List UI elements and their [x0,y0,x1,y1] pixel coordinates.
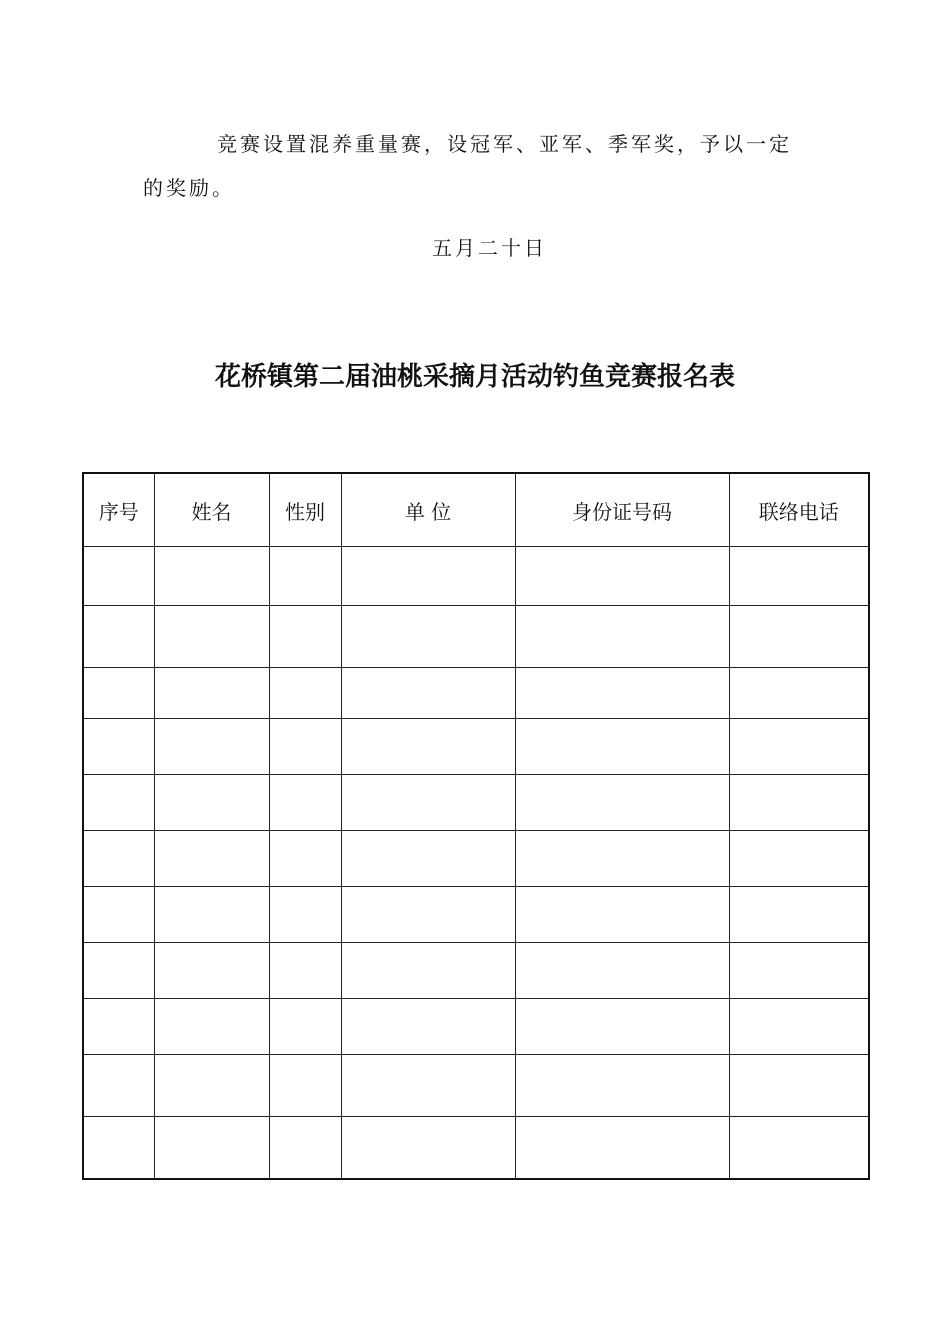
table-row [83,1055,869,1117]
gender-cell[interactable] [269,999,341,1055]
unit-cell[interactable] [341,547,515,606]
name-cell[interactable] [154,943,269,999]
id-number-cell[interactable] [515,547,729,606]
serial-number-cell[interactable] [83,547,154,606]
table-row [83,775,869,831]
unit-cell[interactable] [341,719,515,775]
unit-cell[interactable] [341,1055,515,1117]
id-number-cell[interactable] [515,887,729,943]
name-cell[interactable] [154,668,269,719]
unit-cell[interactable] [341,831,515,887]
unit-cell[interactable] [341,775,515,831]
name-cell[interactable] [154,719,269,775]
gender-cell[interactable] [269,606,341,668]
serial-number-cell[interactable] [83,831,154,887]
name-cell[interactable] [154,547,269,606]
phone-cell[interactable] [729,606,869,668]
phone-cell[interactable] [729,775,869,831]
id-number-cell[interactable] [515,1117,729,1180]
name-cell[interactable] [154,831,269,887]
unit-cell[interactable] [341,668,515,719]
unit-cell[interactable] [341,943,515,999]
serial-number-cell[interactable] [83,887,154,943]
table-row [83,887,869,943]
id-number-cell[interactable] [515,831,729,887]
registration-table [82,472,870,1180]
id-number-cell[interactable] [515,1055,729,1117]
table-row [83,831,869,887]
unit-cell[interactable] [341,887,515,943]
serial-number-cell[interactable] [83,719,154,775]
phone-cell[interactable] [729,719,869,775]
serial-number-cell[interactable] [83,668,154,719]
notice-date: 五月二十日 [432,236,547,260]
phone-cell[interactable] [729,887,869,943]
phone-cell[interactable] [729,831,869,887]
id-number-cell[interactable] [515,999,729,1055]
unit-cell[interactable] [341,606,515,668]
gender-cell[interactable] [269,943,341,999]
header-serial-number: 序号 [83,473,154,547]
gender-cell[interactable] [269,668,341,719]
id-number-cell[interactable] [515,668,729,719]
name-cell[interactable] [154,775,269,831]
table-row [83,668,869,719]
table-row [83,999,869,1055]
serial-number-cell[interactable] [83,775,154,831]
form-title: 花桥镇第二届油桃采摘月活动钓鱼竞赛报名表 [214,362,735,392]
table-row [83,547,869,606]
serial-number-cell[interactable] [83,1055,154,1117]
table-row [83,1117,869,1180]
serial-number-cell[interactable] [83,999,154,1055]
header-name: 姓名 [154,473,269,547]
table-header-row [83,473,869,547]
name-cell[interactable] [154,606,269,668]
gender-cell[interactable] [269,1117,341,1180]
name-cell[interactable] [154,1055,269,1117]
gender-cell[interactable] [269,1055,341,1117]
serial-number-cell[interactable] [83,606,154,668]
header-unit: 单 位 [341,473,515,547]
header-gender: 性别 [269,473,341,547]
gender-cell[interactable] [269,719,341,775]
gender-cell[interactable] [269,831,341,887]
phone-cell[interactable] [729,1055,869,1117]
header-phone: 联络电话 [729,473,869,547]
name-cell[interactable] [154,999,269,1055]
id-number-cell[interactable] [515,775,729,831]
phone-cell[interactable] [729,943,869,999]
id-number-cell[interactable] [515,943,729,999]
name-cell[interactable] [154,887,269,943]
serial-number-cell[interactable] [83,943,154,999]
name-cell[interactable] [154,1117,269,1180]
unit-cell[interactable] [341,999,515,1055]
table-row [83,606,869,668]
unit-cell[interactable] [341,1117,515,1180]
phone-cell[interactable] [729,1117,869,1180]
phone-cell[interactable] [729,668,869,719]
gender-cell[interactable] [269,547,341,606]
notice-paragraph: 竞赛设置混养重量赛，设冠军、亚军、季军奖，予以一定的奖励。 [143,132,792,200]
id-number-cell[interactable] [515,606,729,668]
header-id-number: 身份证号码 [515,473,729,547]
gender-cell[interactable] [269,887,341,943]
gender-cell[interactable] [269,775,341,831]
phone-cell[interactable] [729,547,869,606]
id-number-cell[interactable] [515,719,729,775]
table-row [83,719,869,775]
serial-number-cell[interactable] [83,1117,154,1180]
phone-cell[interactable] [729,999,869,1055]
table-row [83,943,869,999]
